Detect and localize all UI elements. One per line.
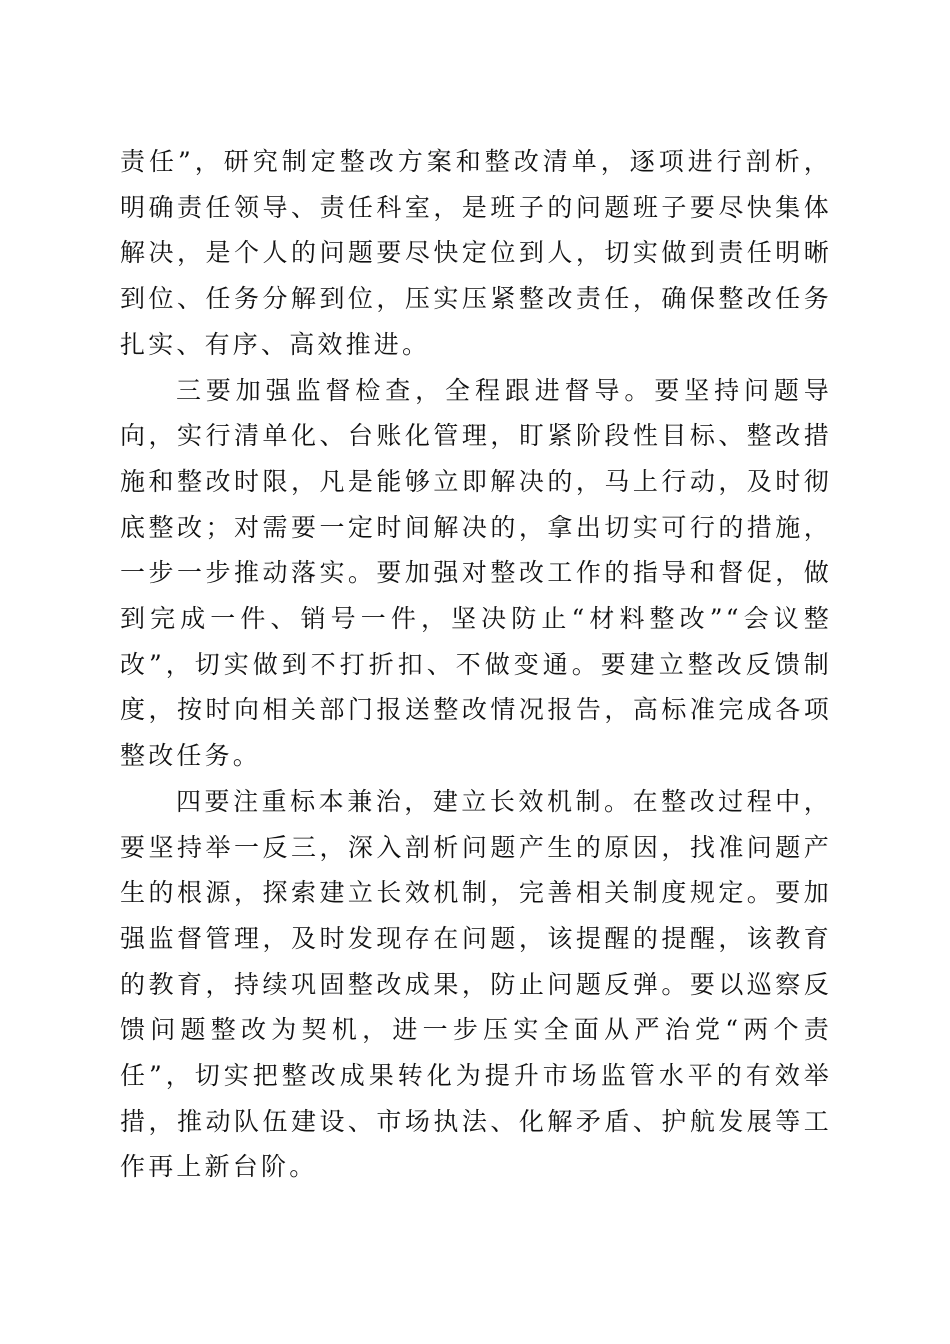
document-body	[120, 139, 832, 1190]
paragraph-long-term-mechanism: 四要注重标本兼治，建立长效机制。在整改过程中，要坚持举一反三，深入剖析问题产生的原因，找准问题产生的根源，探索建立长效机制，完善相关制度规定。要加强监督管理，及时发现存在问题，该提醒的提醒，该教育的教育，持续巩固整改成果，防止问题反弹。要以巡察反馈问题整改为契机，进一步压实全面从严治党“两个责任”，切实把整改成果转化为提升市场监管水平的有效举措，推动队伍建设、市场执法、化解矛盾、护航发展等工作再上新台阶。	[120, 786, 832, 1182]
paragraph-supervision: 三要加强监督检查，全程跟进督导。要坚持问题导向，实行清单化、台账化管理，盯紧阶段性目标、整改措施和整改时限，凡是能够立即解决的，马上行动，及时彻底整改；对需要一定时间解决的，拿出切实可行的措施，一步一步推动落实。要加强对整改工作的指导和督促，做到完成一件、销号一件，坚决防止“材料整改”“会议整改”，切实做到不打折扣、不做变通。要建立整改反馈制度，按时向相关部门报送整改情况报告，高标准完成各项整改任务。	[120, 375, 832, 771]
paragraph-continuation: 责任”，研究制定整改方案和整改清单，逐项进行剖析，明确责任领导、责任科室，是班子的问题班子要尽快集体解决，是个人的问题要尽快定位到人，切实做到责任明晰到位、任务分解到位，压实压紧整改责任，确保整改任务扎实、有序、高效推进。	[120, 147, 832, 359]
